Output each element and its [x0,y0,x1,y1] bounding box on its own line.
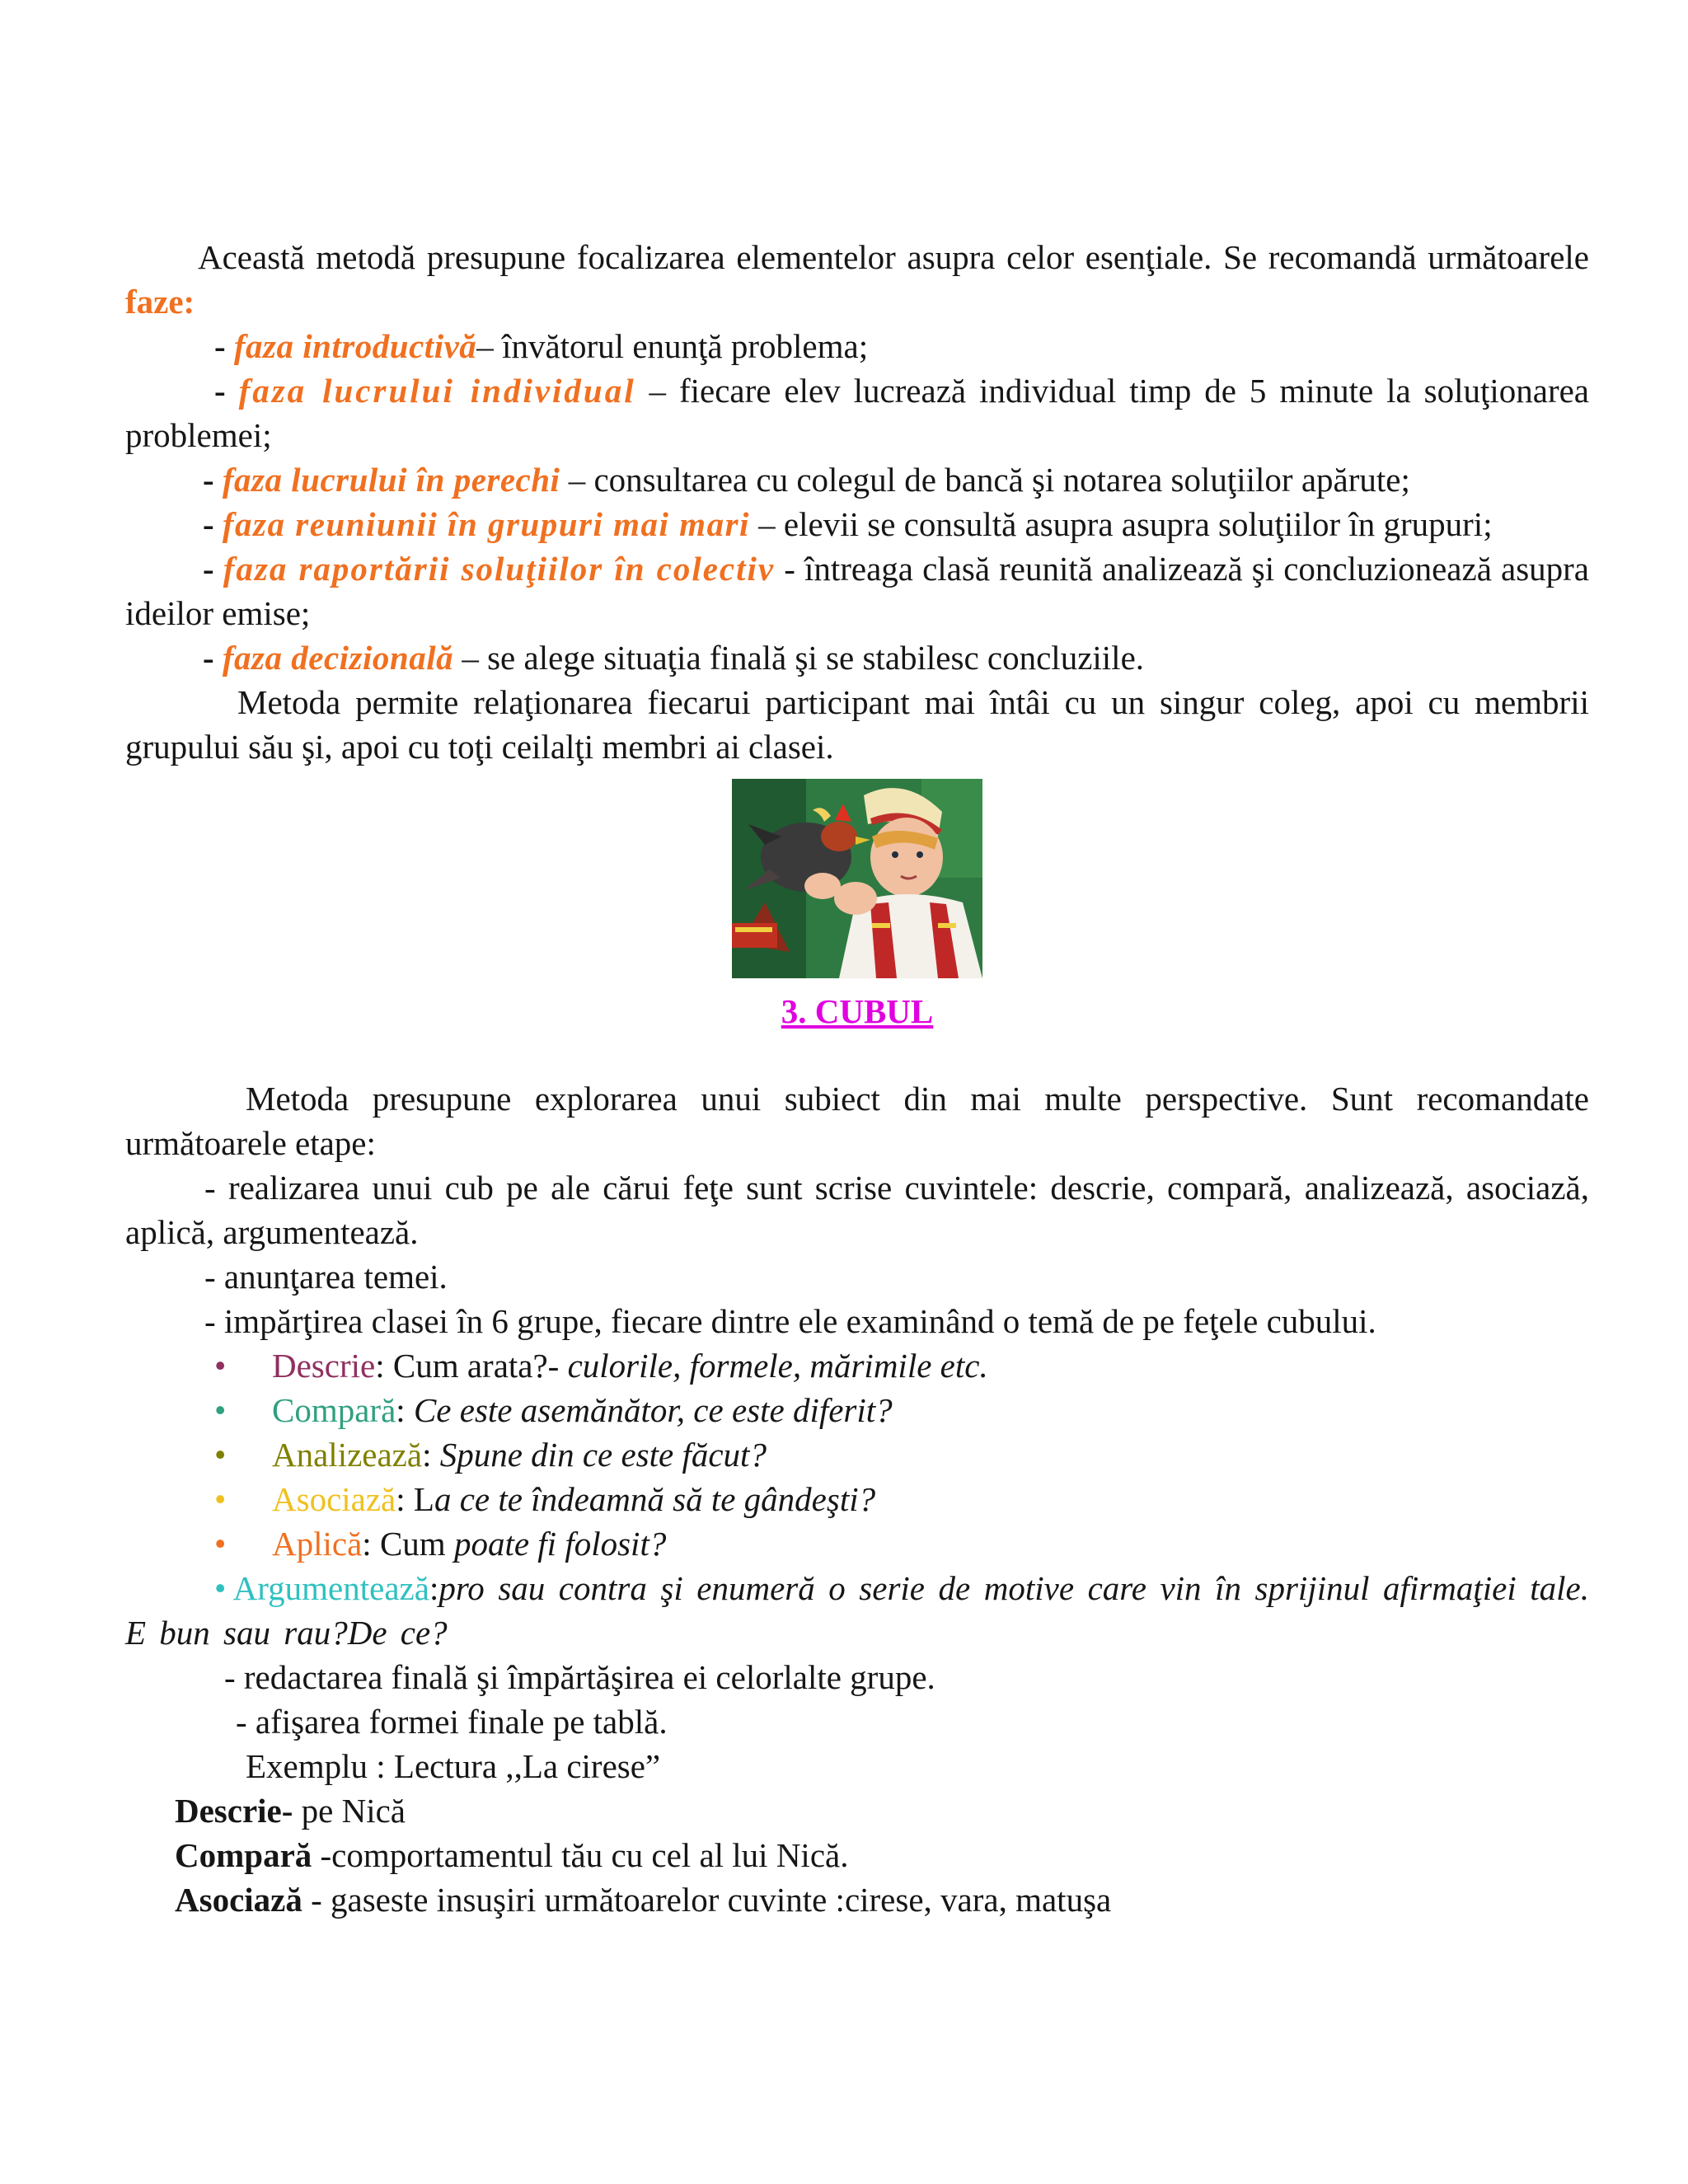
cube-intro: Metoda presupune explorarea unui subiect din mai multe perspective. Sunt recomandate următoarele etape: [125,1080,1589,1162]
phase-title: faza lucrului în perechi [222,461,560,499]
example-title: Exemplu : Lectura ,,La cirese” [246,1747,661,1785]
example-item [125,1833,1589,1877]
face-name: Asociază [272,1480,396,1518]
face-sep: : [375,1347,393,1385]
phase-item [125,457,1589,502]
cube-face-item [125,1566,1589,1655]
face-plain: L [413,1480,434,1518]
example-text: - gaseste insuşiri următoarelor cuvinte :cirese, vara, matuşa [302,1881,1112,1919]
cube-face-item [125,1521,1589,1566]
bullet-icon: • [214,1391,227,1429]
step-item: - realizarea unui cub pe ale cărui feţe sunt scrise cuvintele: descrie, compară, analizează, asociază, aplică, argumentează. [125,1169,1589,1251]
face-plain: Cum arata?- [392,1347,568,1385]
phase-item [125,324,1589,368]
phase-dash: - [203,505,214,543]
phase-text: – se alege situaţia finală şi se stabilesc concluziile. [453,639,1145,677]
phase-text: – fiecare elev lucrează individual timp de 5 minute la soluţionarea problemei; [125,372,1589,454]
illustration-container [125,779,1589,989]
face-line [272,1477,875,1521]
example-text: -comportamentul tău cu cel al lui Nică. [312,1836,849,1874]
phase-dash: - [203,550,214,588]
phase-text: – consultarea cu colegul de bancă şi notarea soluţiilor apărute; [560,461,1410,499]
phase-item [125,368,1589,457]
phase-text: - întreaga clasă reunită analizează şi concluzionează asupra ideilor emise; [125,550,1589,632]
face-line [272,1432,767,1477]
face-name: Analizează [272,1436,423,1474]
face-question: pro sau contra şi enumeră o serie de motive care vin în sprijinul afirmaţiei tale. E bun sau rau?De ce? [125,1569,1589,1652]
phase-item [125,502,1589,546]
face-sep: : [422,1436,440,1474]
bullet-icon: • [214,1436,227,1474]
cube-face-item [125,1388,1589,1432]
face-name: Aplică [272,1525,363,1563]
phase-dash: - [214,372,226,410]
phase-text: – învătorul enunţă problema; [476,327,869,365]
bullet-icon: • [214,1347,227,1385]
step-item: - anunţarea temei. [204,1258,448,1296]
document-page [125,235,1589,1922]
bullet-icon: • [214,1525,227,1563]
phase-item [125,546,1589,635]
example-label: Asociază [175,1881,302,1919]
example-text: pe Nică [293,1792,406,1830]
intro-text: Această metodă presupune focalizarea elementelor asupra celor esenţiale. Se recomandă următoarele [198,238,1589,276]
face-name: Compară [272,1391,396,1429]
face-line [272,1388,893,1432]
phase-text: – elevii se consultă asupra asupra soluţiilor în grupuri; [749,505,1493,543]
phase-title: faza reuniunii în grupuri mai mari [222,505,750,543]
phase-dash: - [203,639,214,677]
face-name: Descrie [272,1347,376,1385]
phase-dash: - [214,327,226,365]
face-question: culorile, formele, mărimile etc. [567,1347,988,1385]
face-line [272,1343,988,1388]
face-sep: : [396,1391,414,1429]
phase-title: faza decizională [222,639,454,677]
section-title: 3. CUBUL [781,992,934,1030]
faze-label: faze: [125,283,195,321]
face-question: Ce este asemănător, ce este diferit? [413,1391,893,1429]
phase-title: faza lucrului individual [238,372,636,410]
phase-title: faza introductivă [233,327,477,365]
example-item [125,1788,1589,1833]
bullet-icon: • [214,1569,227,1607]
cube-face-item [125,1343,1589,1388]
final-step: - redactarea finală şi împărtăşirea ei celorlalte grupe. [224,1658,935,1696]
phase-dash: - [203,461,214,499]
final-step: - afişarea formei finale pe tablă. [236,1703,668,1741]
example-item [125,1877,1589,1922]
face-question: Spune din ce este făcut? [439,1436,767,1474]
step-item: - impărţirea clasei în 6 grupe, fiecare dintre ele examinând o temă de pe feţele cubului. [204,1302,1376,1340]
face-sep: : [396,1480,414,1518]
face-question: poate fi folosit? [453,1525,667,1563]
example-label: Descrie- [175,1792,293,1830]
face-sep: : [362,1525,380,1563]
cube-face-item [125,1432,1589,1477]
example-label: Compară [175,1836,312,1874]
face-plain: Cum [379,1525,454,1563]
cube-face-item [125,1477,1589,1521]
face-question: a ce te îndeamnă să te gândeşti? [434,1480,876,1518]
method-note: Metoda permite relaţionarea fiecarui participant mai întâi cu un singur coleg, apoi cu membrii grupului său şi, apoi cu toţi ceilalţi membri ai clasei. [125,683,1589,766]
boy-with-rooster-illustration [732,779,982,978]
phase-title: faza raportării soluţiilor în colectiv [223,550,776,588]
phase-item [125,635,1589,680]
intro-paragraph [125,235,1589,324]
bullet-icon: • [214,1480,227,1518]
face-name: Argumentează [232,1569,429,1607]
face-sep: : [429,1569,439,1607]
face-line [272,1521,666,1566]
